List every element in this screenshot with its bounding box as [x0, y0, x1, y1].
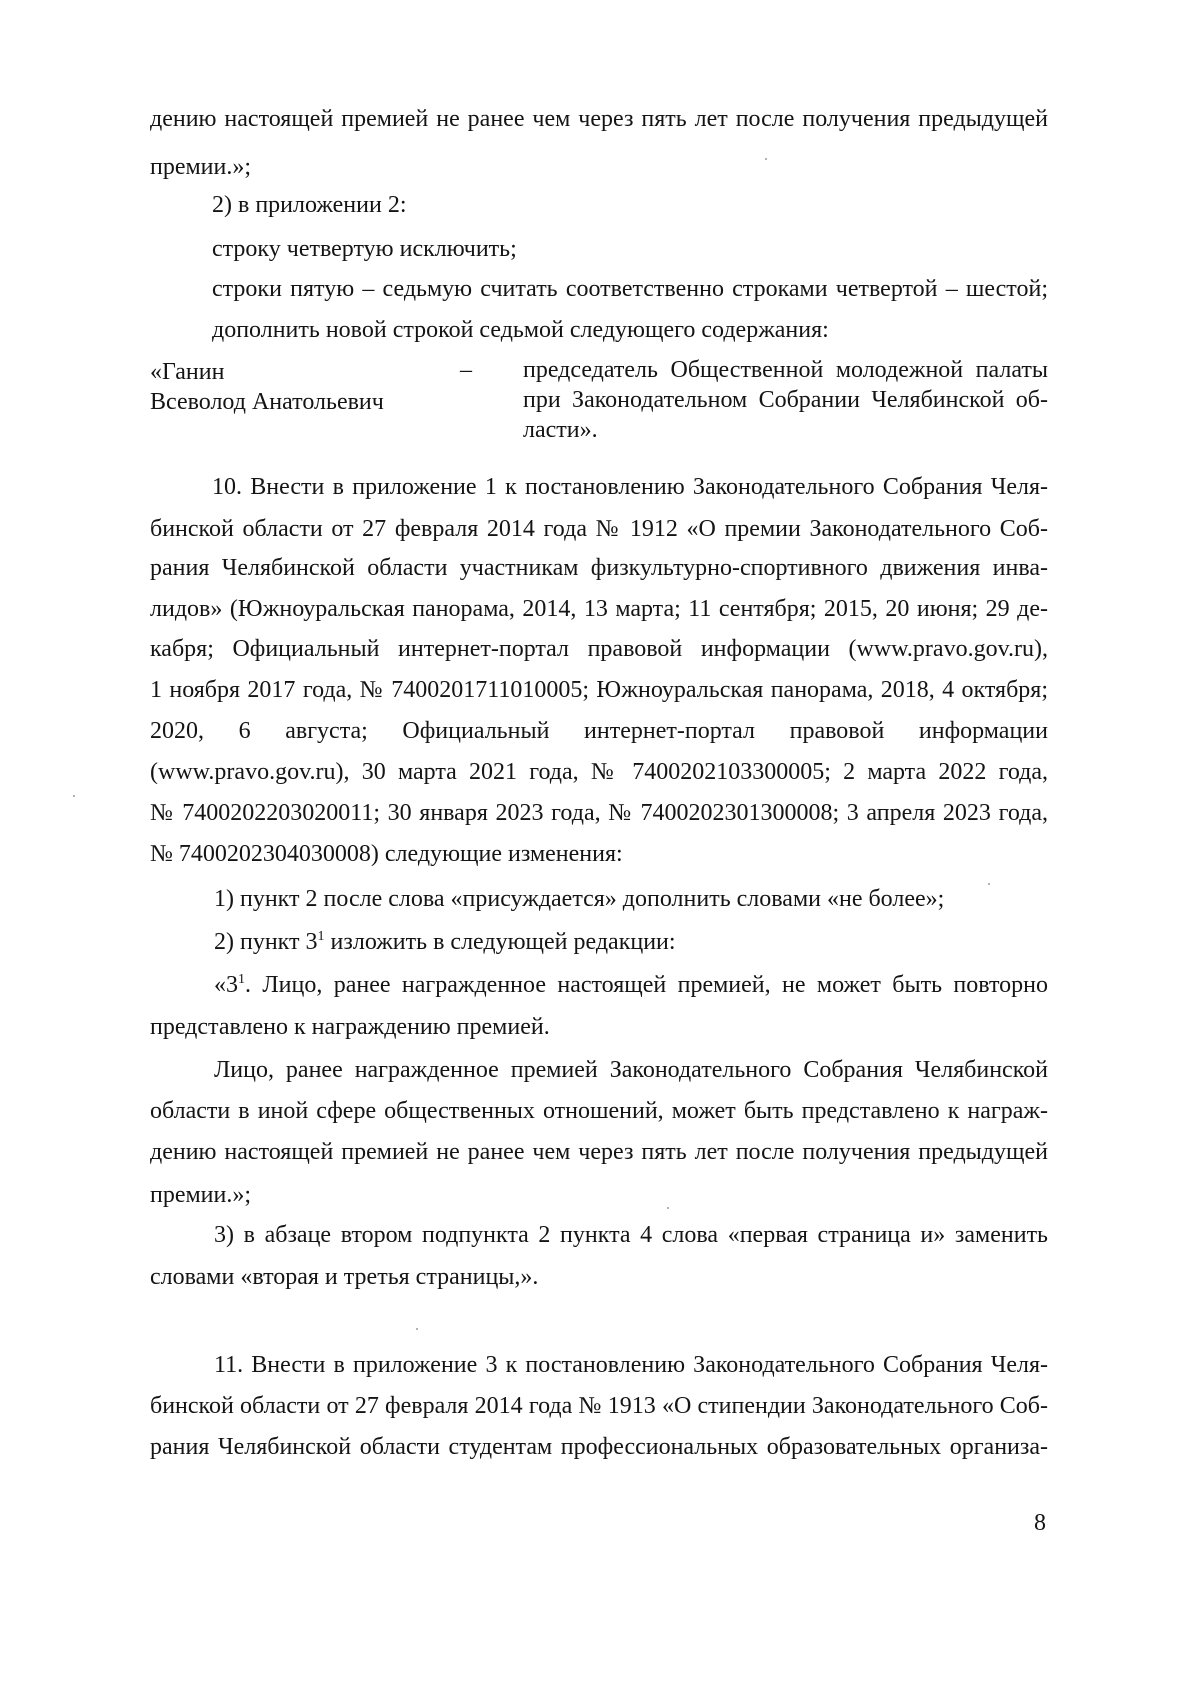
text-line: премии.»; — [150, 1182, 252, 1208]
page-number: 8 — [1034, 1510, 1046, 1536]
text-line: 3) в абзаце втором подпункта 2 пункта 4 слова «первая страница и» заменить — [214, 1222, 1048, 1248]
text-line: 1) пункт 2 после слова «присуждается» дополнить словами «не более»; — [214, 886, 945, 912]
member-name-second: Всеволод Анатольевич — [150, 389, 384, 415]
text-line: лидов» (Южноуральская панорама, 2014, 13 марта; 11 сентября; 2015, 20 июня; 29 де- — [150, 596, 1048, 622]
text-line: рания Челябинской области студентам профессиональных образовательных организа- — [150, 1434, 1048, 1460]
text-line: бинской области от 27 февраля 2014 года № 1912 «О премии Законодательного Соб- — [150, 516, 1048, 542]
text-line: дению настоящей премией не ранее чем через пять лет после получения предыдущей — [150, 1139, 1048, 1165]
text-line: (www.pravo.gov.ru), 30 марта 2021 года, № 7400202103300005; 2 марта 2022 года, — [150, 759, 1048, 785]
text-line — [214, 970, 1048, 1000]
scan-speck — [416, 1328, 418, 1330]
text-line: 2) в приложении 2: — [212, 192, 407, 218]
text-line: области в иной сфере общественных отношений, может быть представлено к награж- — [150, 1098, 1048, 1124]
text-line: 2020, 6 августа; Официальный интернет-портал правовой информации — [150, 718, 1048, 744]
member-role: ласти». — [523, 417, 598, 443]
member-role: председатель Общественной молодежной палаты — [523, 357, 1048, 383]
text-line: 11. Внести в приложение 3 к постановлению Законодательного Собрания Челя- — [214, 1352, 1048, 1378]
text-line: 1 ноября 2017 года, № 7400201711010005; Южноуральская панорама, 2018, 4 октября; — [150, 677, 1048, 703]
superscript: 1 — [238, 972, 245, 987]
scan-speck — [667, 1207, 669, 1209]
text-line — [214, 927, 676, 957]
scan-speck — [73, 795, 75, 797]
text-line: представлено к награждению премией. — [150, 1014, 550, 1040]
text-line: кабря; Официальный интернет-портал правовой информации (www.pravo.gov.ru), — [150, 636, 1048, 662]
text-span: изложить в следующей редакции: — [324, 929, 676, 955]
text-line: № 7400202203020011; 30 января 2023 года, № 7400202301300008; 3 апреля 2023 года, — [150, 800, 1048, 826]
member-name-first: «Ганин — [150, 359, 225, 385]
text-line: рания Челябинской области участникам физкультурно-спортивного движения инва- — [150, 555, 1048, 581]
text-span: . Лицо, ранее награжденное настоящей премией, не может быть повторно — [245, 972, 1048, 998]
text-line: словами «вторая и третья страницы,». — [150, 1264, 539, 1290]
scan-speck — [988, 883, 990, 885]
text-line: № 7400202304030008) следующие изменения: — [150, 841, 623, 867]
text-line: 10. Внести в приложение 1 к постановлению Законодательного Собрания Челя- — [212, 474, 1048, 500]
text-line: дению настоящей премией не ранее чем через пять лет после получения предыдущей — [150, 106, 1048, 132]
text-line: строку четвертую исключить; — [212, 236, 517, 262]
text-line: дополнить новой строкой седьмой следующего содержания: — [212, 317, 829, 343]
text-line: Лицо, ранее награжденное премией Законодательного Собрания Челябинской — [214, 1057, 1048, 1083]
member-dash: – — [460, 357, 472, 383]
scan-speck — [765, 158, 767, 160]
text-span: 2) пункт 3 — [214, 929, 318, 955]
superscript: 1 — [317, 929, 325, 944]
text-line: бинской области от 27 февраля 2014 года № 1913 «О стипендии Законодательного Соб- — [150, 1393, 1048, 1419]
member-role: при Законодательном Собрании Челябинской об- — [523, 387, 1048, 413]
text-span: «3 — [214, 972, 238, 998]
text-line: премии.»; — [150, 154, 252, 180]
text-line: строки пятую – седьмую считать соответственно строками четвертой – шестой; — [212, 276, 1048, 302]
